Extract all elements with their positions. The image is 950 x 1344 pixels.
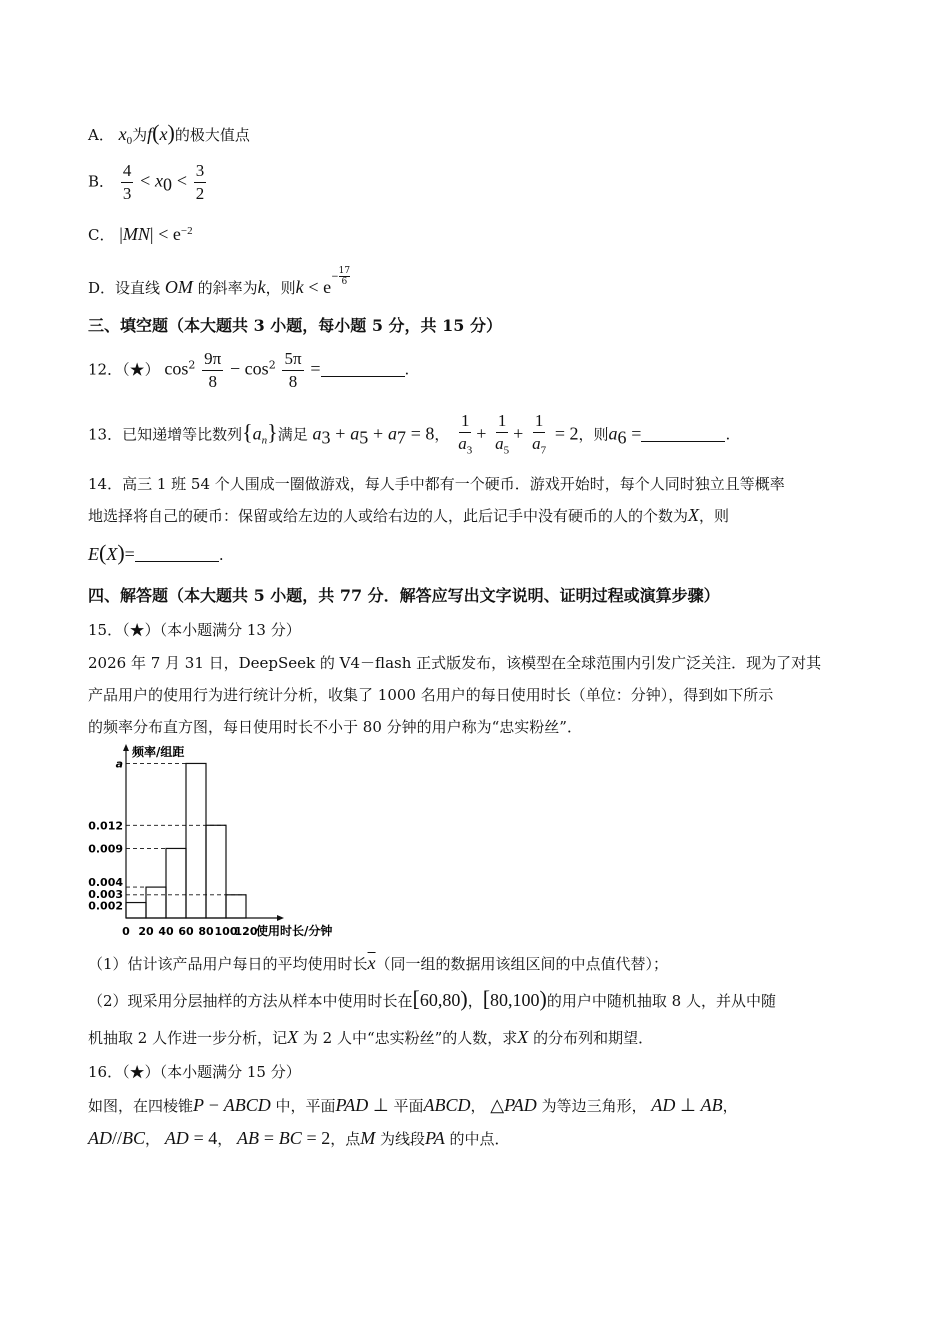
histogram-bar xyxy=(126,903,146,918)
option-b: B． $\frac{4}{3}$ < $x_0$ < $\frac{3}{2}$ xyxy=(88,161,205,203)
question-13: 13．已知递增等比数列$\{a_n\}$满足 $a_3 + a_5 + a_7 = 8$， $\frac{1}{a_3}$ + $\frac{1}{a_5}$ + $\frac{1}{a_7}$ = 2，则$a_6$ = . xyxy=(88,411,731,457)
question-15-line3: 的频率分布直方图，每日使用时长不小于 80 分钟的用户称为“忠实粉丝”． xyxy=(88,718,582,736)
question-15-line1: 2026 年 7 月 31 日，DeepSeek 的 V4－flash 正式版发布，该模型在全球范围内引发广泛关注．现为了对其 xyxy=(88,654,822,672)
x-tick-label: 40 xyxy=(158,925,174,938)
question-15-header: 15．（★）（本小题满分 13 分） xyxy=(88,621,301,639)
question-15-line2: 产品用户的使用行为进行统计分析，收集了 1000 名用户的每日使用时长（单位：分钟），得到如下所示 xyxy=(88,686,774,704)
y-tick-label: 0.003 xyxy=(88,887,123,901)
histogram-bar xyxy=(226,895,246,918)
answer-blank[interactable] xyxy=(321,360,405,377)
question-16-line1: 如图，在四棱锥P − ABCD 中，平面PAD ⊥ 平面ABCD， △PAD 为等边三角形， AD ⊥ AB， xyxy=(88,1095,738,1115)
x-axis-arrow xyxy=(277,915,284,921)
y-tick-label: 0.004 xyxy=(88,876,123,890)
x-tick-label: 80 xyxy=(198,925,214,938)
section-4-title: 四、解答题（本大题共 5 小题，共 77 分．解答应写出文字说明、证明过程或演算步骤） xyxy=(88,586,720,605)
y-tick-label: a xyxy=(115,757,123,771)
question-14-line3: E(X)= . xyxy=(88,540,224,565)
option-c: C． $|MN| < e^{-2}$ xyxy=(88,224,193,244)
answer-blank[interactable] xyxy=(641,425,725,442)
question-14-line1: 14．高三 1 班 54 个人围成一圈做游戏，每人手中都有一个硬币．游戏开始时，每个人同时独立且等概率 xyxy=(88,475,785,493)
y-tick-label: 0.002 xyxy=(88,899,123,913)
x-tick-label: 120 xyxy=(234,925,258,938)
x-tick-label: 100 xyxy=(214,925,238,938)
y-axis-label: 频率/组距 xyxy=(132,745,185,759)
section-3-title: 三、填空题（本大题共 3 小题，每小题 5 分，共 15 分） xyxy=(88,316,502,335)
answer-blank[interactable] xyxy=(135,545,219,562)
y-axis-arrow xyxy=(123,744,129,751)
x-tick-label: 20 xyxy=(138,925,154,938)
y-tick-label: 0.012 xyxy=(88,819,123,833)
x-tick-label: 0 xyxy=(122,925,130,938)
histogram-bar xyxy=(166,848,186,918)
option-d: D．设直线 OM 的斜率为k，则$k < e^{- \frac{17}{6}}$ xyxy=(88,266,351,297)
question-16-header: 16．（★）（本小题满分 15 分） xyxy=(88,1063,301,1081)
question-14-line2: 地选择将自己的硬币：保留或给左边的人或给右边的人，此后记手中没有硬币的人的个数为X，则 xyxy=(88,505,730,525)
histogram-bar xyxy=(146,887,166,918)
y-tick-label: 0.009 xyxy=(88,842,123,856)
frequency-histogram xyxy=(88,740,358,945)
x-tick-label: 60 xyxy=(178,925,194,938)
question-15-part2-line2: 机抽取 2 人作进一步分析，记X 为 2 人中“忠实粉丝”的人数，求X 的分布列和期望． xyxy=(88,1027,654,1047)
question-12: 12．（★） $\cos^2$ $\frac{9\pi}{8}$ − $\cos^2$ $\frac{5\pi}{8}$ = . xyxy=(88,349,410,391)
question-16-line2: AD//BC， AD = 4， AB = BC = 2，点M 为线段PA 的中点． xyxy=(88,1128,510,1148)
question-15-part2-line1: （2）现采用分层抽样的方法从样本中使用时长在[60,80)，[80,100)的用户中随机抽取 8 人，并从中随 xyxy=(88,986,776,1011)
option-a: A． $x_0$为f(x)的极大值点 xyxy=(88,120,250,147)
histogram-bar xyxy=(206,825,226,918)
x-axis-label: 使用时长/分钟 xyxy=(256,924,333,938)
question-15-part1: （1）估计该产品用户每日的平均使用时长$\overline{x}$（同一组的数据用该组区间的中点值代替）； xyxy=(88,953,669,973)
